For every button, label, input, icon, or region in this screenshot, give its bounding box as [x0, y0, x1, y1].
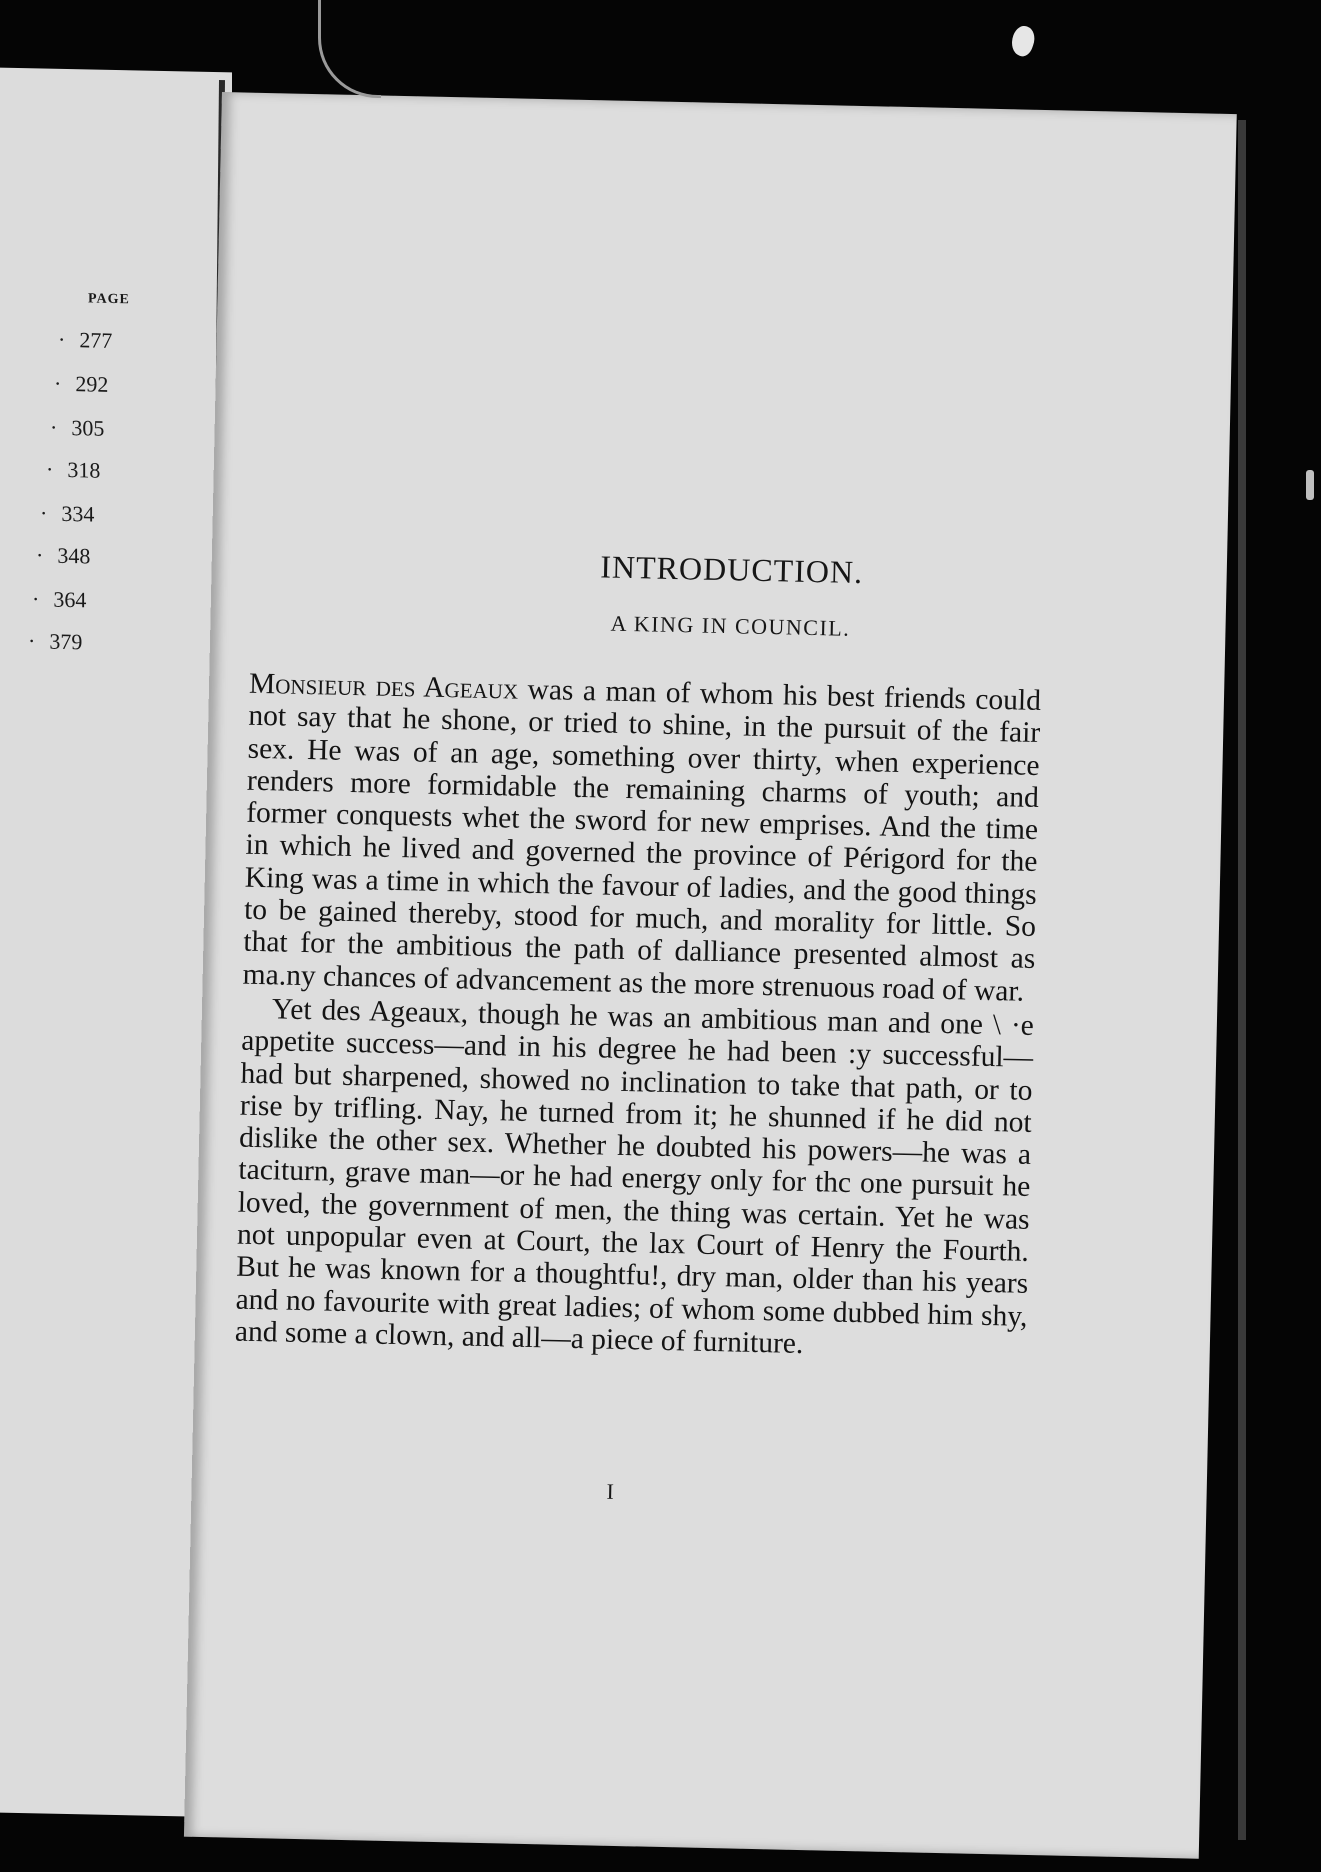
- right-page: [184, 92, 1237, 1859]
- toc-page-number-value: 334: [61, 500, 95, 527]
- paragraph: Yet des Ageaux, though he was an ambitious man and one \ ·e appetite success—and in his degree he had been :y successful—had but sharpened, showed no inclination to take that path, or to rise by trifling. Nay, he turned from it; he shunned if he did not dislike the other sex. Whether he doubted his powers—he was a taciturn, grave man—or he had energy only for thc one pursuit he loved, the government of men, the thing was certain. Yet he was not unpopular even at Court, the lax Court of Henry the Fourth. But he was known for a thoughtfu!, dry man, older than his years and no favourite with great ladies; of whom some dubbed him shy, and some a clown, and all—a piece of furniture.: [234, 993, 1035, 1360]
- page-column-header: PAGE: [88, 291, 130, 308]
- toc-page-number-value: 292: [75, 371, 109, 397]
- toc-page-number: · 318: [46, 456, 101, 483]
- paragraph-lead-words: Monsieur des Ageaux: [248, 667, 519, 706]
- paragraph: [242, 668, 1041, 1008]
- toc-page-number-value: 348: [57, 542, 91, 569]
- toc-page-number: · 334: [40, 500, 95, 527]
- page-number: I: [606, 1478, 615, 1504]
- toc-page-number-value: 277: [79, 327, 113, 353]
- scan-speck: [1008, 23, 1039, 59]
- body-text: [235, 668, 1042, 1365]
- paper-curl: [318, 0, 381, 98]
- paragraph-text: was a man of whom his best friends could not say that he shone, or tried to shine, in the pursuit of the fair sex. He was of an age, something over thirty, when experience renders more formidable the remaining charms of youth; and former conquests whet the sword for new emprises. And the time in which he lived and governed the province of Périgord for the King was a time in which the favour of ladies, and the good things to be gained thereby, stood for much, and morality for little. So that for the ambitious the path of dalliance presented almost as ma.ny chances of advancement as the more strenuous road of war.: [242, 673, 1042, 1008]
- toc-page-number: · 277: [58, 326, 113, 353]
- chapter-subtitle: A KING IN COUNCIL.: [610, 610, 851, 641]
- toc-page-number: · 364: [32, 586, 87, 613]
- toc-page-number: · 348: [36, 542, 91, 569]
- scan-speck: [1306, 470, 1314, 500]
- chapter-title: INTRODUCTION.: [599, 548, 864, 591]
- toc-page-number-value: 318: [67, 456, 101, 483]
- page-edge: [1238, 120, 1246, 1840]
- toc-page-number-value: 379: [49, 628, 83, 655]
- toc-page-number: · 305: [50, 414, 105, 441]
- toc-page-number: · 292: [54, 370, 109, 397]
- toc-page-number: · 379: [28, 628, 83, 655]
- toc-page-number-value: 305: [71, 415, 105, 441]
- toc-page-number-value: 364: [53, 586, 87, 613]
